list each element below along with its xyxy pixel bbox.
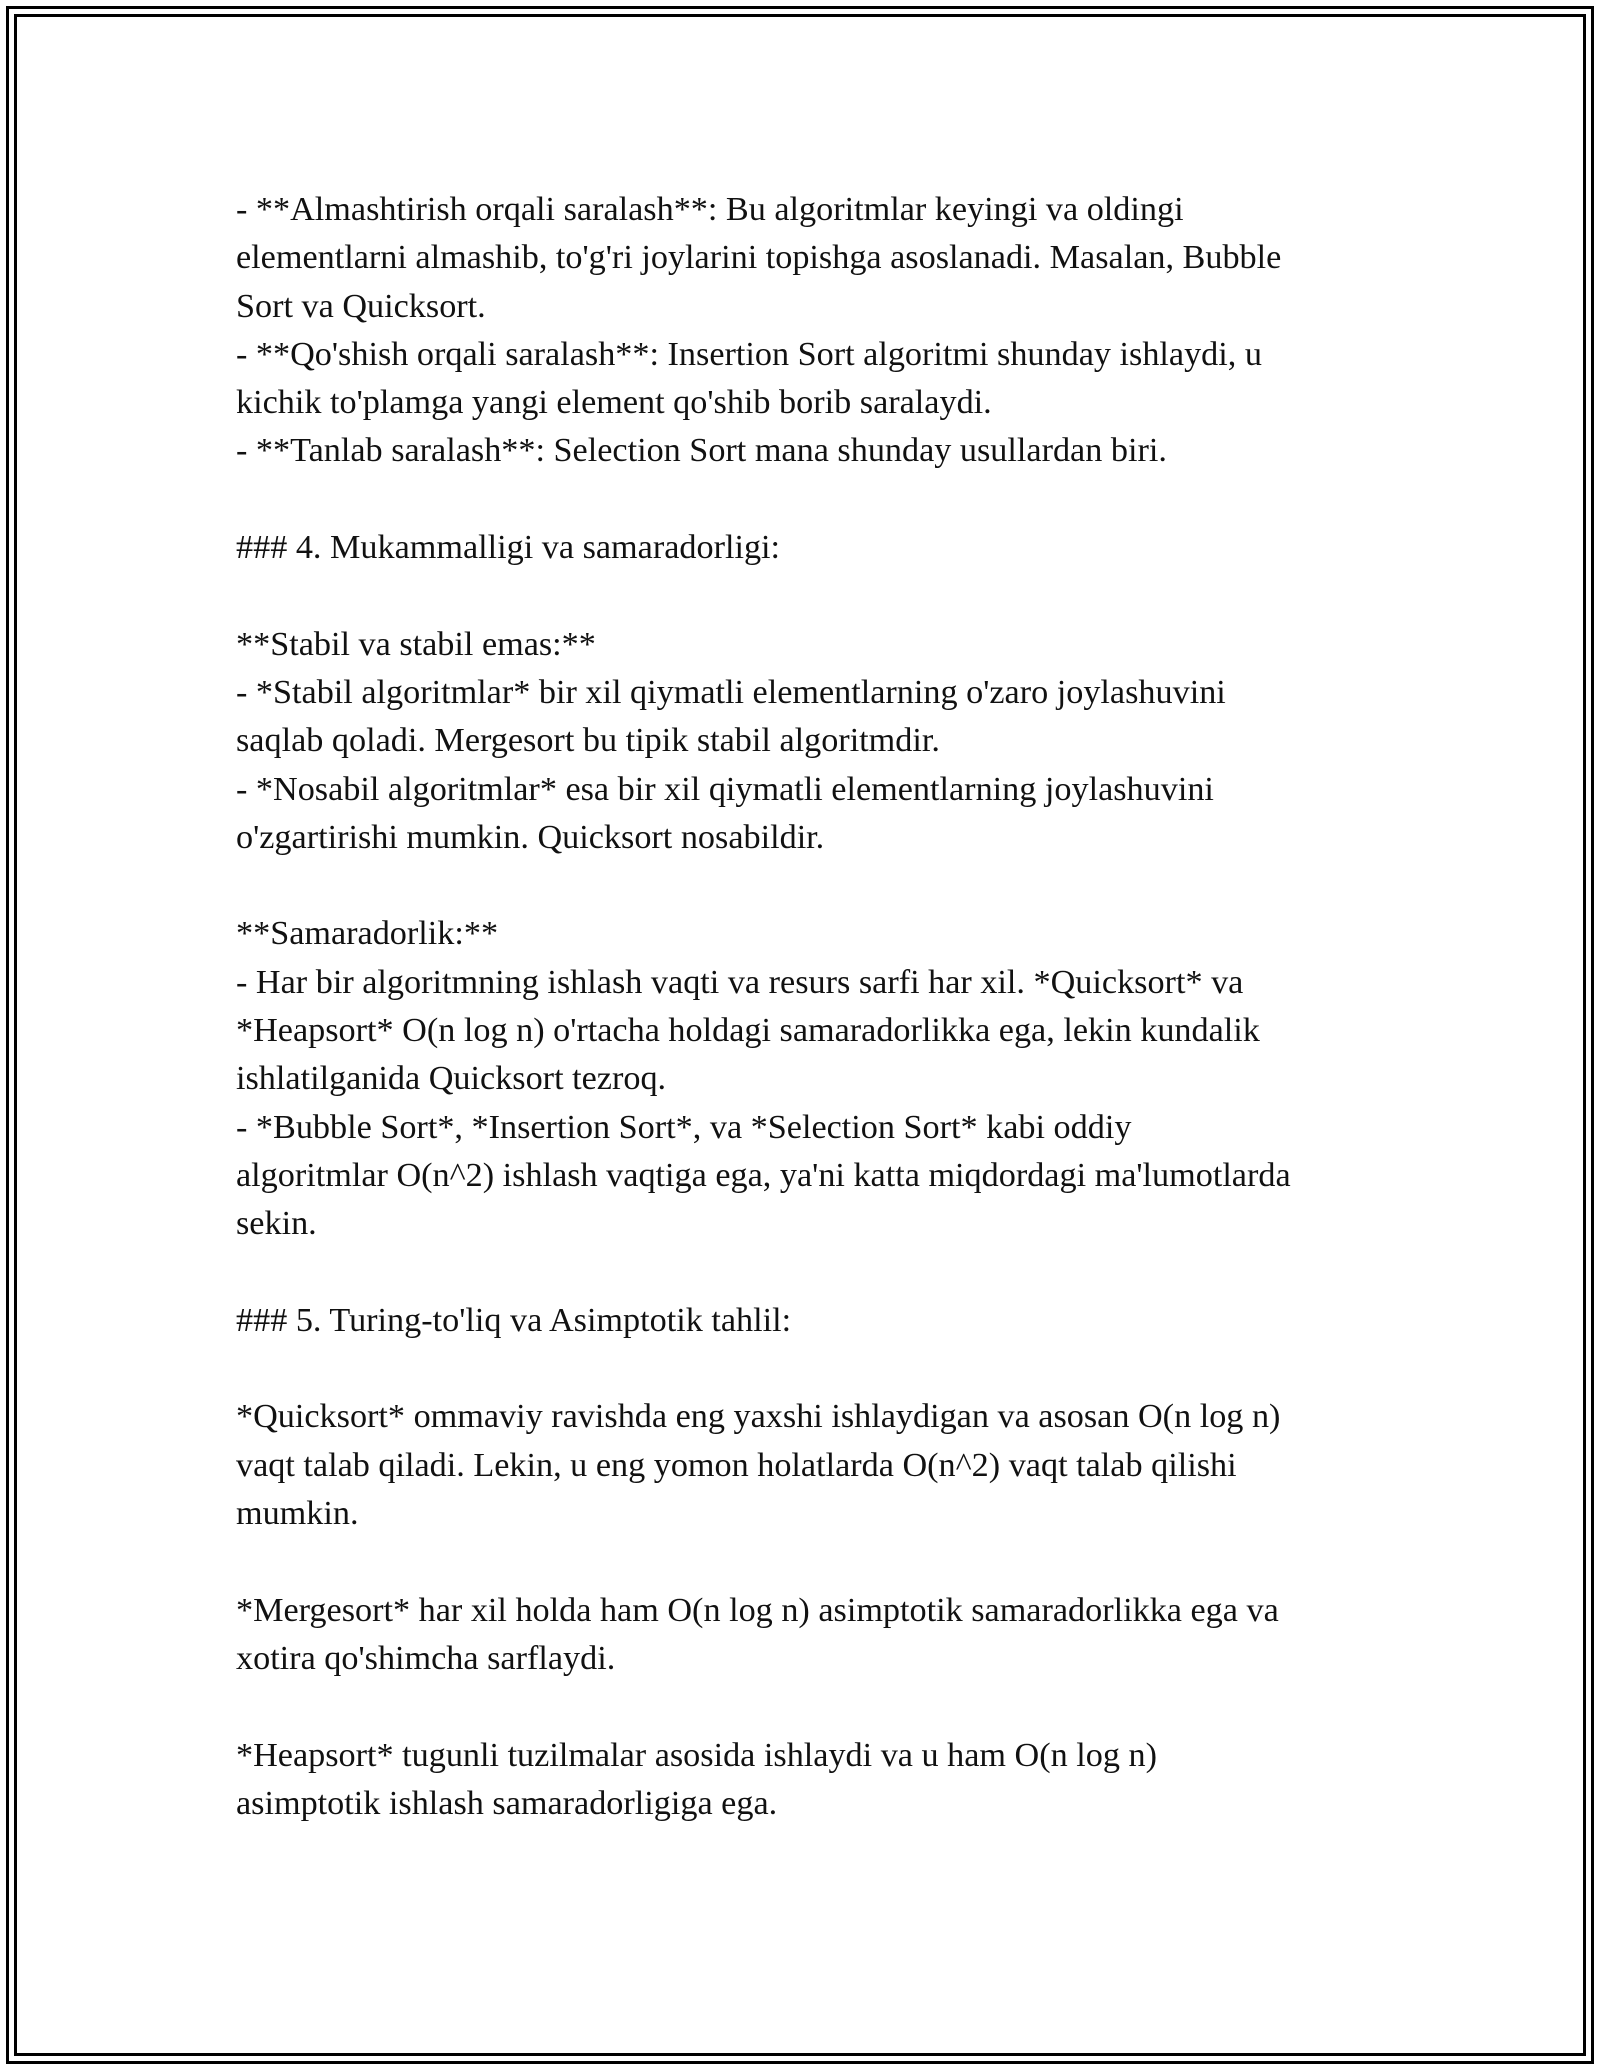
text-line: - *Nosabil algoritmlar* esa bir xil qiymatli elementlarning joylashuvini [236, 770, 1214, 808]
text-line: saqlab qoladi. Mergesort bu tipik stabil algoritmdir. [236, 722, 940, 760]
paragraph-heapsort [236, 1732, 1386, 1829]
text-line: - **Qo'shish orqali saralash**: Insertion Sort algoritmi shunday ishlaydi, u [236, 335, 1262, 373]
heading-line: ### 4. Mukammalligi va samaradorligi: [236, 529, 781, 567]
text-line: algoritmlar O(n^2) ishlash vaqtiga ega, ya'ni katta miqdordagi ma'lumotlarda [236, 1156, 1291, 1194]
document-body [236, 186, 1386, 1828]
text-line: mumkin. [236, 1495, 359, 1533]
text-line: asimptotik ishlash samaradorligiga ega. [236, 1784, 778, 1822]
blank-line [236, 572, 1386, 620]
paragraph-mergesort [236, 1587, 1386, 1684]
blank-line [236, 1345, 1386, 1393]
blank-line [236, 1683, 1386, 1731]
text-line: *Quicksort* ommaviy ravishda eng yaxshi ishlaydigan va asosan O(n log n) [236, 1398, 1281, 1436]
text-line: sekin. [236, 1205, 317, 1243]
blank-line [236, 476, 1386, 524]
text-line: **Samaradorlik:** [236, 915, 499, 953]
text-line: o'zgartirishi mumkin. Quicksort nosabildir. [236, 818, 825, 856]
text-line: - *Stabil algoritmlar* bir xil qiymatli elementlarning o'zaro joylashuvini [236, 673, 1226, 711]
text-line: **Stabil va stabil emas:** [236, 625, 596, 663]
text-line: Sort va Quicksort. [236, 287, 486, 325]
text-line: *Heapsort* tugunli tuzilmalar asosida ishlaydi va u ham O(n log n) [236, 1736, 1157, 1774]
paragraph-stability [236, 621, 1386, 862]
paragraph-efficiency [236, 910, 1386, 1248]
text-line: kichik to'plamga yangi element qo'shib borib saralaydi. [236, 384, 992, 422]
text-line: elementlarni almashib, to'g'ri joylarini topishga asoslanadi. Masalan, Bubble [236, 239, 1282, 277]
blank-line [236, 862, 1386, 910]
blank-line [236, 1249, 1386, 1297]
text-line: - *Bubble Sort*, *Insertion Sort*, va *Selection Sort* kabi oddiy [236, 1108, 1132, 1146]
text-line: xotira qo'shimcha sarflaydi. [236, 1639, 616, 1677]
text-line: - **Tanlab saralash**: Selection Sort mana shunday usullardan biri. [236, 432, 1167, 470]
paragraph-sorting-methods [236, 186, 1386, 476]
paragraph-quicksort [236, 1393, 1386, 1538]
text-line: *Mergesort* har xil holda ham O(n log n) asimptotik samaradorlikka ega va [236, 1591, 1279, 1629]
section-heading-5 [236, 1297, 1386, 1345]
text-line: vaqt talab qiladi. Lekin, u eng yomon holatlarda O(n^2) vaqt talab qilishi [236, 1446, 1237, 1484]
text-line: *Heapsort* O(n log n) o'rtacha holdagi samaradorlikka ega, lekin kundalik [236, 1012, 1260, 1050]
text-line: ishlatilganida Quicksort tezroq. [236, 1060, 667, 1098]
section-heading-4 [236, 524, 1386, 572]
blank-line [236, 1538, 1386, 1586]
text-line: - **Almashtirish orqali saralash**: Bu algoritmlar keyingi va oldingi [236, 191, 1184, 228]
text-line: - Har bir algoritmning ishlash vaqti va resurs sarfi har xil. *Quicksort* va [236, 963, 1244, 1001]
heading-line: ### 5. Turing-to'liq va Asimptotik tahlil: [236, 1301, 792, 1339]
